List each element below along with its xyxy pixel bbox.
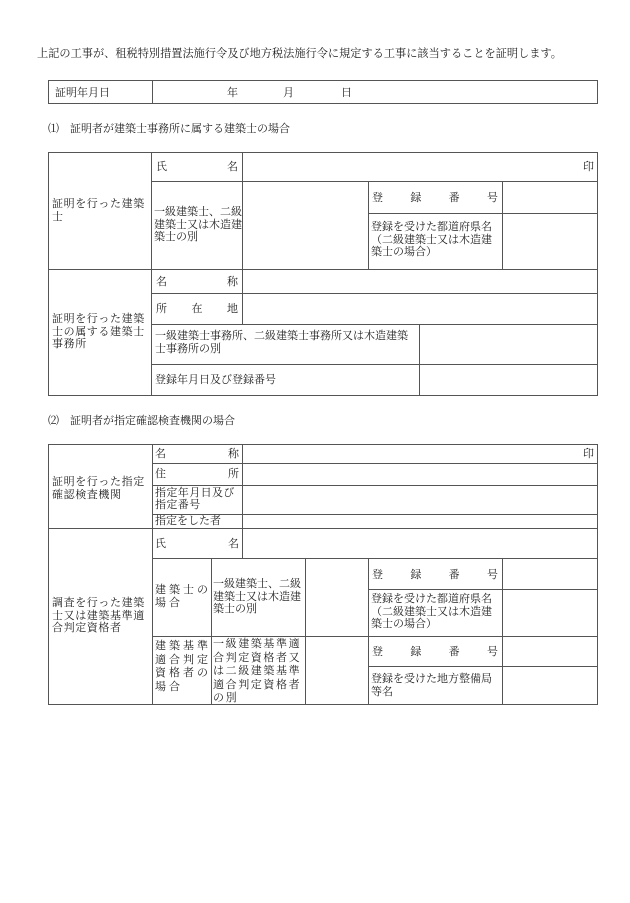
inspector-architect-reg-pref-label: 登録を受けた都道府県名（二級建築士又は木造建築士の場合）: [371, 592, 492, 630]
architect-name-field[interactable]: [242, 152, 598, 182]
agency-name-field[interactable]: [242, 444, 598, 464]
section2-heading: ⑵ 証明者が指定確認検査機関の場合: [48, 414, 235, 427]
agency-address-field[interactable]: [242, 463, 598, 486]
architect-case-label: 建築士の場合: [155, 583, 211, 609]
agency-designator-label: 指定をした者: [155, 514, 221, 527]
judge-reg-number-label: 登 録 番 号: [372, 645, 498, 658]
office-group-label: 証明を行った建築士の属する建築士事務所: [52, 312, 145, 350]
judge-case-label: 建築基準適合判定資格者の場合: [155, 639, 211, 693]
agency-name-label: 名 称: [155, 447, 239, 460]
inspector-architect-reg-number-field[interactable]: [502, 558, 598, 590]
section1-heading: ⑴ 証明者が建築士事務所に属する建築士の場合: [48, 122, 290, 135]
date-value-field[interactable]: [152, 80, 598, 104]
architect-group-label: 証明を行った建築士: [52, 197, 145, 223]
office-reg-date-field[interactable]: [419, 364, 598, 396]
year-label: 年: [227, 86, 238, 99]
judge-reg-bureau-label: 登録を受けた地方整備局等名: [371, 672, 492, 698]
office-name-label: 名 称: [156, 275, 238, 288]
architect-class-field[interactable]: [242, 181, 369, 270]
inspector-group-label: 調査を行った建築士又は建築基準適合判定資格者: [52, 596, 145, 634]
agency-designator-field[interactable]: [242, 514, 598, 529]
agency-designation-date-field[interactable]: [242, 485, 598, 515]
architect-reg-number-field[interactable]: [502, 181, 598, 214]
architect-class-label: 一級建築士、二級建築士又は木造建築士の別: [154, 205, 242, 243]
inspector-name-field[interactable]: [242, 528, 598, 559]
agency-address-label: 住 所: [155, 467, 239, 480]
date-label: 証明年月日: [55, 86, 110, 99]
intro-statement: 上記の工事が、租税特別措置法施行令及び地方税法施行令に規定する工事に該当することを証明します。: [37, 47, 562, 60]
judge-class-field[interactable]: [305, 636, 369, 705]
month-label: 月: [283, 86, 294, 99]
architect-reg-number-label: 登 録 番 号: [372, 191, 498, 204]
inspector-name-label: 氏 名: [155, 537, 239, 550]
judge-reg-bureau-field[interactable]: [502, 666, 598, 705]
office-class-field[interactable]: [419, 324, 598, 365]
inspector-architect-class-label: 一級建築士、二級建築士又は木造建築士の別: [213, 577, 301, 615]
seal-mark: 印: [583, 160, 594, 173]
inspector-architect-reg-number-label: 登 録 番 号: [372, 568, 498, 581]
inspector-architect-class-field[interactable]: [305, 558, 369, 637]
agency-designation-date-label: 指定年月日及び指定番号: [155, 486, 235, 511]
seal-mark: 印: [583, 447, 594, 460]
office-class-label: 一級建築士事務所、二級建築士事務所又は木造建築士事務所の別: [155, 329, 408, 355]
architect-reg-pref-field[interactable]: [502, 213, 598, 270]
office-name-field[interactable]: [242, 269, 598, 294]
office-reg-date-label: 登録年月日及び登録番号: [155, 373, 276, 386]
judge-reg-number-field[interactable]: [502, 636, 598, 667]
office-location-field[interactable]: [242, 293, 598, 325]
judge-class-label: 一級建築基準適合判定資格者又は二級建築基準適合判定資格者の別: [213, 637, 302, 704]
architect-reg-pref-label: 登録を受けた都道府県名（二級建築士又は木造建築士の場合）: [371, 220, 492, 258]
agency-group-label: 証明を行った指定確認検査機関: [52, 475, 145, 501]
day-label: 日: [341, 86, 352, 99]
inspector-architect-reg-pref-field[interactable]: [502, 589, 598, 637]
architect-name-label: 氏 名: [156, 160, 238, 173]
office-location-label: 所 在 地: [156, 302, 238, 315]
